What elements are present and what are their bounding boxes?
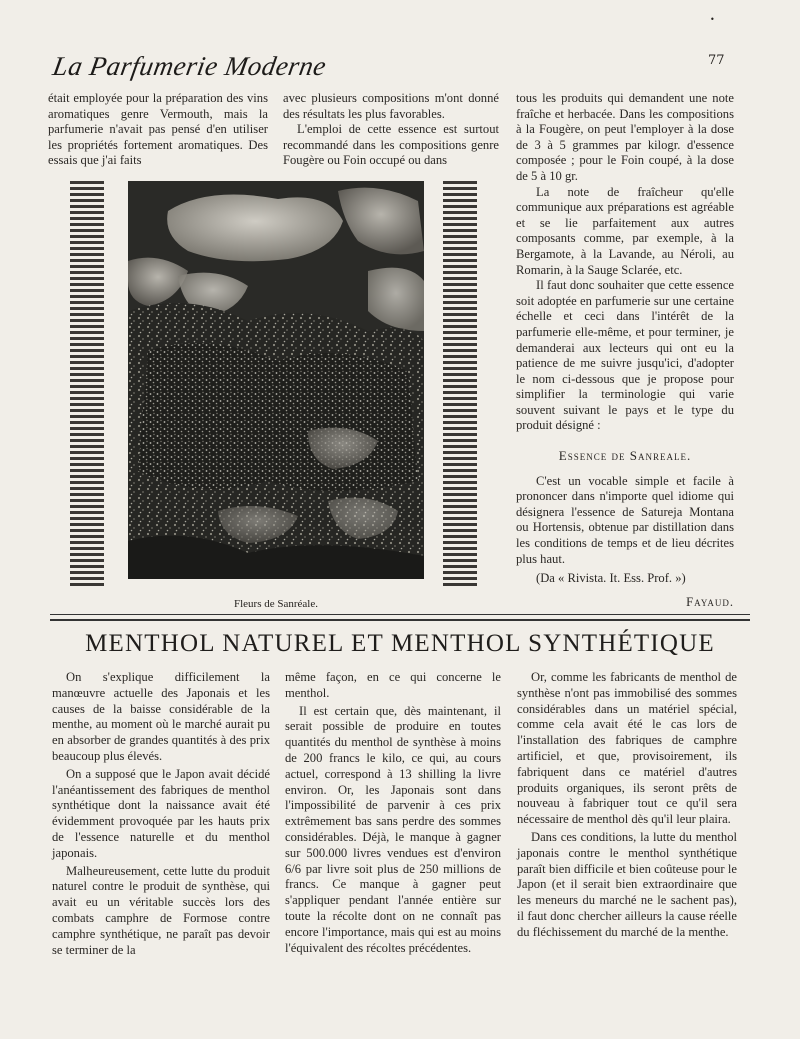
paragraph: Or, comme les fabricants de menthol de synthèse n'ont pas immobilisé des sommes considérables dans un matériel spécial, comme cela avait été le cas lors de l'installation des fabriques de camphre artificiel, et que, provisoirement, ils fabriquent dans ce matériel d'autres produits organiques, ils seront prêts de nouveau à fabriquer tout ce qu'il sera nécessaire de menthol dès qu'il leur plaira. — [517, 670, 737, 827]
masthead — [50, 48, 350, 84]
paragraph: Malheureusement, cette lutte du produit naturel contre le produit de synthèse, qui avait eu un véritable succès lors des combats camphre de Formose contre camphre synthétique, ne paraît pas devoir se terminer de la — [52, 863, 270, 957]
paragraph: avec plusieurs compositions m'ont donné des résultats les plus favorables. — [283, 91, 499, 121]
article2-column-3 — [517, 670, 737, 941]
photo-image — [128, 181, 424, 579]
journal-title: La Parfumerie Moderne — [50, 51, 329, 81]
section-divider-thick — [50, 619, 750, 621]
paragraph: On s'explique difficilement la manœuvre actuelle des Japonais et les causes de la baisse considérable de la menthe, au moment où le marché aurait pu en absorber de grandes quantités à des prix beaucoup plus élevés. — [52, 670, 270, 763]
article1-column-2 — [283, 91, 499, 169]
decorative-stripes-left — [70, 181, 104, 588]
article1-column-3 — [516, 91, 734, 610]
paragraph: Il faut donc souhaiter que cette essence soit adoptée en parfumerie sur une certaine échelle et ceci dans l'intérêt de la parfumerie elle-même, et pour terminer, je demanderai aux lecteurs qui ont eu la patience de me suivre jusqu'ici, d'adopter le nom ci-dessous que je propose pour simplifier la terminologie qui varie souvent suivant le pays et le type du produit désigné : — [516, 278, 734, 433]
author-signature: Fayaud. — [686, 594, 734, 609]
paragraph: C'est un vocable simple et facile à prononcer dans n'importe quel idiome qui désignera l'essence de Satureja Montana ou Hortensis, obtenue par distillation dans les conditions de temps et de lieu décrites plus haut. — [516, 473, 734, 566]
paragraph: Il est certain que, dès maintenant, il serait possible de produire en toutes quantités du menthol de synthèse à moins de 200 francs le kilo, ce qui, au cours actuel, correspond à 13 shilling la livre environ. Or, les Japonais sont dans l'impossibilité de parvenir à ces prix extrêmement bas sans perdre des sommes considérables. Déjà, le manque à gagner sur 500.000 livres vendues est d'environ 6/6 par livre soit plus de 250 millions de francs. Ce manque à gagner peut s'appliquer pendant l'année entière sur toute la récolte dont on ne connaît pas encore l'importance, mais qui est au moins l'équivalent des récoltes précédentes. — [285, 703, 501, 955]
article-title: MENTHOL NATUREL ET MENTHOL SYNTHÉTIQUE — [85, 630, 715, 657]
section-divider-thin — [50, 614, 750, 615]
article2-column-1 — [52, 670, 270, 958]
proposed-term: Essence de Sanreale. — [558, 448, 692, 464]
paragraph: L'emploi de cette essence est surtout recommandé dans les compositions genre Fougère ou Foin occupé ou dans — [283, 122, 499, 168]
decorative-stripes-right — [443, 181, 477, 588]
article2-column-2 — [285, 670, 501, 956]
paragraph: tous les produits qui demandent une note fraîche et herbacée. Dans les compositions à la Fougère, on peut l'employer à la dose de 3 à 5 grammes par kilogr. d'essence composée ; pour le Foin coupé, à la dose de 5 à 10 gr. — [516, 91, 734, 183]
article1-column-1 — [48, 91, 268, 169]
paragraph: On a supposé que le Japon avait décidé l'anéantissement des fabriques de menthol synthétique dont la naissance avait été évidemment provoquée par les hauts prix de l'essence naturelle et du menthol japonais. — [52, 766, 270, 860]
print-speck: • — [710, 15, 715, 24]
photo-sanreale-flowers — [128, 181, 424, 579]
paragraph: La note de fraîcheur qu'elle communique aux préparations est agréable et se lie parfaitement aux autres composants comme, par exemple, à la Bergamote, à la Lavande, au Néroli, au Romarin, à la Sauge Sclarée, etc. — [516, 184, 734, 277]
photo-caption: Fleurs de Sanréale. — [234, 598, 318, 610]
source-citation: (Da « Rivista. It. Ess. Prof. ») — [536, 571, 686, 586]
paragraph: même façon, en ce qui concerne le menthol. — [285, 670, 501, 700]
page-number: 77 — [708, 53, 725, 68]
paragraph: était employée pour la préparation des vins aromatiques genre Vermouth, mais la parfumerie n'avait pas pensé d'en utiliser les propriétés fortement aromatiques. Des essais que j'ai faits — [48, 91, 268, 168]
paragraph: Dans ces conditions, la lutte du menthol japonais contre le menthol synthétique paraît bien difficile et bien coûteuse pour le Japon (et il serait bien extraordinaire que les meneurs du marché ne le sachent pas), il faut donc chercher ailleurs la cause réelle du fléchissement du marché de la menthe. — [517, 829, 737, 939]
